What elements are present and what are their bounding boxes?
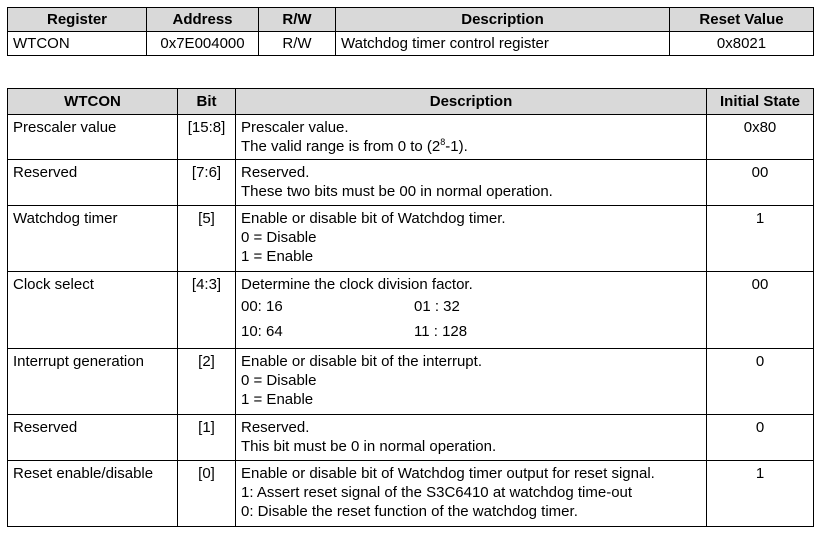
bit-cell: [5] [178, 206, 236, 272]
header-description: Description [336, 8, 670, 32]
bit-table-header-row [8, 89, 814, 115]
header-address: Address [147, 8, 259, 32]
header-reset-value: Reset Value [670, 8, 814, 32]
initial-state-cell: 00 [707, 160, 814, 206]
description-cell [236, 160, 707, 206]
register-table-header-row [8, 8, 814, 32]
division-code: 11 : 128 [414, 323, 468, 340]
description-line: Reserved. [241, 164, 310, 181]
bit-cell: [7:6] [178, 160, 236, 206]
description-cell [236, 415, 707, 461]
division-code: 10: 64 [241, 323, 283, 340]
range-exponent: 8 [440, 137, 446, 147]
table-row [8, 272, 814, 349]
description-line: 0 = Disable [241, 372, 317, 389]
description-line: This bit must be 0 in normal operation. [241, 438, 497, 455]
bit-cell: [4:3] [178, 272, 236, 349]
description-line: Prescaler value. [241, 119, 349, 136]
header-rw: R/W [259, 8, 336, 32]
description-line: 1: Assert reset signal of the S3C6410 at watchdog time-out [241, 484, 633, 501]
initial-state-cell: 00 [707, 272, 814, 349]
field-name-cell: Prescaler value [8, 115, 178, 160]
table-row [8, 349, 814, 415]
description-line: 0 = Disable [241, 229, 317, 246]
table-row [8, 160, 814, 206]
initial-state-cell: 1 [707, 461, 814, 527]
bit-cell: [15:8] [178, 115, 236, 160]
description-cell [236, 115, 707, 160]
initial-state-cell: 0x80 [707, 115, 814, 160]
division-code: 00: 16 [241, 298, 283, 315]
table-row [8, 461, 814, 527]
description-cell [236, 349, 707, 415]
description-cell [236, 206, 707, 272]
field-name-cell: Clock select [8, 272, 178, 349]
table-row [8, 206, 814, 272]
description-line: Reserved. [241, 419, 310, 436]
field-name-cell: Watchdog timer [8, 206, 178, 272]
table-row [8, 32, 814, 56]
description-line: 1 = Enable [241, 248, 314, 265]
address-cell: 0x7E004000 [147, 32, 259, 56]
register-summary-table [7, 7, 814, 56]
field-name-cell: Reserved [8, 160, 178, 206]
description-cell [236, 272, 707, 349]
register-name-cell: WTCON [8, 32, 147, 56]
header-wtcon: WTCON [8, 89, 178, 115]
description-line: Enable or disable bit of Watchdog timer. [241, 210, 506, 227]
field-name-cell: Reserved [8, 415, 178, 461]
initial-state-cell: 0 [707, 415, 814, 461]
division-code: 01 : 32 [414, 298, 460, 315]
bit-cell: [2] [178, 349, 236, 415]
reset-value-cell: 0x8021 [670, 32, 814, 56]
bit-cell: [0] [178, 461, 236, 527]
initial-state-cell: 1 [707, 206, 814, 272]
description-cell: Watchdog timer control register [336, 32, 670, 56]
table-row [8, 415, 814, 461]
description-cell [236, 461, 707, 527]
description-line [241, 137, 701, 156]
division-factor-grid [241, 297, 701, 341]
header-register: Register [8, 8, 147, 32]
bit-field-table [7, 88, 814, 527]
description-line: Determine the clock division factor. [241, 276, 473, 293]
initial-state-cell: 0 [707, 349, 814, 415]
bit-cell: [1] [178, 415, 236, 461]
header-description: Description [236, 89, 707, 115]
description-line: These two bits must be 00 in normal operation. [241, 183, 553, 200]
rw-cell: R/W [259, 32, 336, 56]
range-text-end: -1). [445, 138, 468, 155]
table-row [8, 115, 814, 160]
description-line: Enable or disable bit of the interrupt. [241, 353, 482, 370]
range-text: The valid range is from 0 to (2 [241, 138, 441, 155]
description-line: Enable or disable bit of Watchdog timer output for reset signal. [241, 465, 655, 482]
description-line: 0: Disable the reset function of the watchdog timer. [241, 503, 578, 520]
field-name-cell: Interrupt generation [8, 349, 178, 415]
description-line: 1 = Enable [241, 391, 314, 408]
header-initial-state: Initial State [707, 89, 814, 115]
field-name-cell: Reset enable/disable [8, 461, 178, 527]
header-bit: Bit [178, 89, 236, 115]
